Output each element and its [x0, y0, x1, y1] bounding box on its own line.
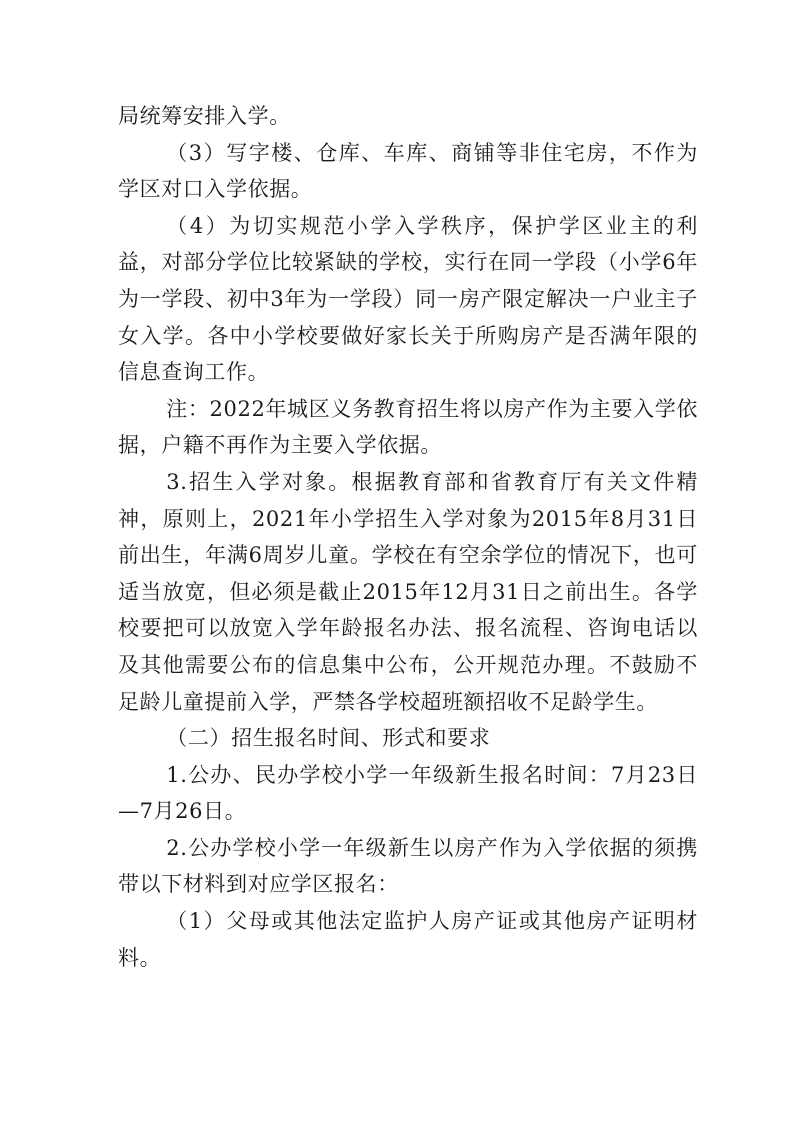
paragraph-item-3: （3）写字楼、仓库、车库、商铺等非住宅房，不作为学区对口入学依据。	[118, 140, 698, 202]
paragraph-enrollment-target: 3.招生入学对象。根据教育部和省教育厅有关文件精神，原则上，2021年小学招生入学对象为2015年8月31日前出生，年满6周岁儿童。学校在有空余学位的情况下，也可适当放宽，但必须是截止2015年12月31日之前出生。各学校要把可以放宽入学年龄报名办法、报名流程、咨询电话以及其他需要公布的信息集中公布，公开规范办理。不鼓励不足龄儿童提前入学，严禁各学校超班额招收不足龄学生。	[118, 469, 698, 714]
paragraph-note: 注：2022年城区义务教育招生将以房产作为主要入学依据，户籍不再作为主要入学依据。	[118, 396, 698, 458]
section-heading-registration: （二）招生报名时间、形式和要求	[166, 726, 491, 751]
paragraph-registration-materials: 2.公办学校小学一年级新生以房产作为入学依据的须携带以下材料到对应学区报名：	[118, 835, 698, 897]
paragraph-continuation: 局统筹安排入学。	[118, 104, 291, 128]
document-body	[118, 98, 698, 976]
paragraph-registration-time: 1.公办、民办学校小学一年级新生报名时间：7月23日—7月26日。	[118, 762, 698, 824]
paragraph-material-item-1: （1）父母或其他法定监护人房产证或其他房产证明材料。	[118, 909, 698, 970]
paragraph-item-4: （4）为切实规范小学入学秩序，保护学区业主的利益，对部分学位比较紧缺的学校，实行在同一学段（小学6年为一学段、初中3年为一学段）同一房产限定解决一户业主子女入学。各中小学校要做好家长关于所购房产是否满年限的信息查询工作。	[118, 213, 698, 385]
